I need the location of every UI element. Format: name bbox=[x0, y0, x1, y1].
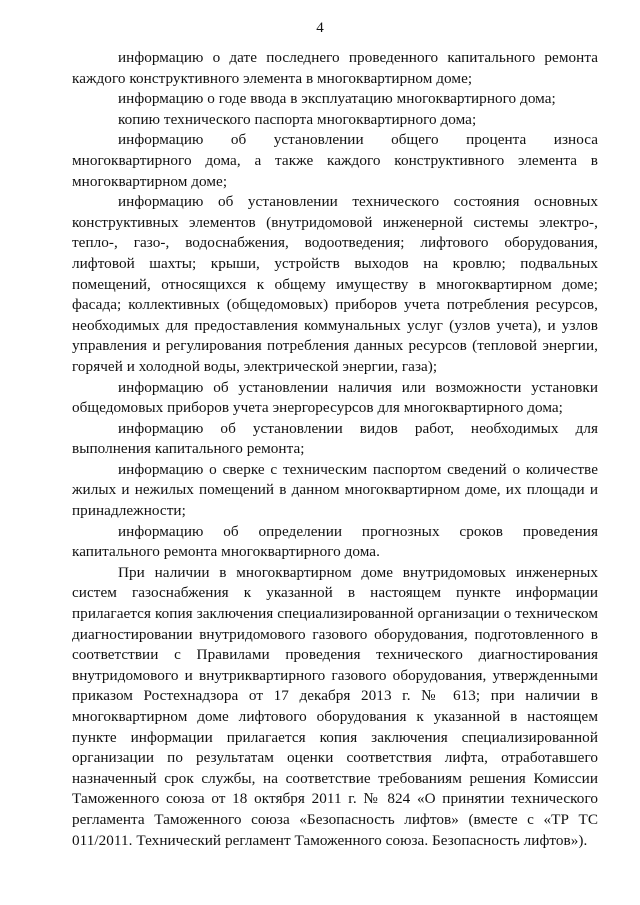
paragraph-technical-passport: копию технического паспорта многоквартирного дома; bbox=[118, 110, 477, 128]
paragraph-last-capital-repair: информацию о дате последнего проведенного капитального ремонта каждого конструктивного элемента в многоквартирном доме; bbox=[72, 49, 598, 87]
paragraph-commissioning-year: информацию о годе ввода в эксплуатацию многоквартирного дома; bbox=[118, 90, 556, 108]
paragraph-premises-reconciliation: информацию о сверке с техническим паспортом сведений о количестве жилых и нежилых помещений в данном многоквартирном доме, их площади и принадлежности; bbox=[72, 460, 598, 520]
paragraph-work-types: информацию об установлении видов работ, необходимых для выполнения капитального ремонта; bbox=[72, 419, 598, 458]
page-number: 4 bbox=[316, 20, 324, 36]
paragraph-technical-condition: информацию об установлении технического состояния основных конструктивных элементов (внутридомовой инженерной системы электро-, тепло-, газо-, водоснабжения, водоотведения; лифтового оборудования, лифтовой шахты; крыши, устройств выходов на кровлю; подвальных помещений, относящихся к общему имуществу в многоквартирном доме; фасада; коллективных (общедомовых) приборов учета потребления ресурсов, необходимых для предоставления коммунальных услуг (узлов учета), и узлов управления и регулирования потребления данных ресурсов (тепловой энергии, горячей и холодной воды, электрической энергии, газа); bbox=[72, 193, 598, 375]
paragraph-metering-devices: информацию об установлении наличия или возможности установки общедомовых приборов учета энергоресурсов для многоквартирного дома; bbox=[72, 378, 598, 417]
document-body bbox=[72, 48, 598, 851]
paragraph-forecast-terms: информацию об определении прогнозных сроков проведения капитального ремонта многоквартирного дома. bbox=[72, 522, 598, 561]
paragraph-wear-percentage: информацию об установлении общего процента износа многоквартирного дома, а также каждого конструктивного элемента в многоквартирном доме; bbox=[72, 131, 598, 190]
paragraph-gas-and-elevator-conclusions: При наличии в многоквартирном доме внутридомовых инженерных систем газоснабжения к указанной в настоящем пункте информации прилагается копия заключения специализированной организации о техническом диагностировании внутридомового газового оборудования, подготовленного в соответствии с Правилами проведения технического диагностирования внутридомового и внутриквартирного газового оборудования, утвержденными приказом Ростехнадзора от 17 декабря 2013 г. № 613; при наличии в многоквартирном доме лифтового оборудования к указанной в настоящем пункте информации прилагается копия заключения специализированной организации по результатам оценки соответствия лифта, отработавшего назначенный срок службы, на соответствие требованиям решения Комиссии Таможенного союза от 18 октября 2011 г. № 824 «О принятии технического регламента Таможенного союза «Безопасность лифтов» (вместе с «ТР ТС 011/2011. Технический регламент Таможенного союза. Безопасность лифтов»). bbox=[72, 563, 598, 849]
